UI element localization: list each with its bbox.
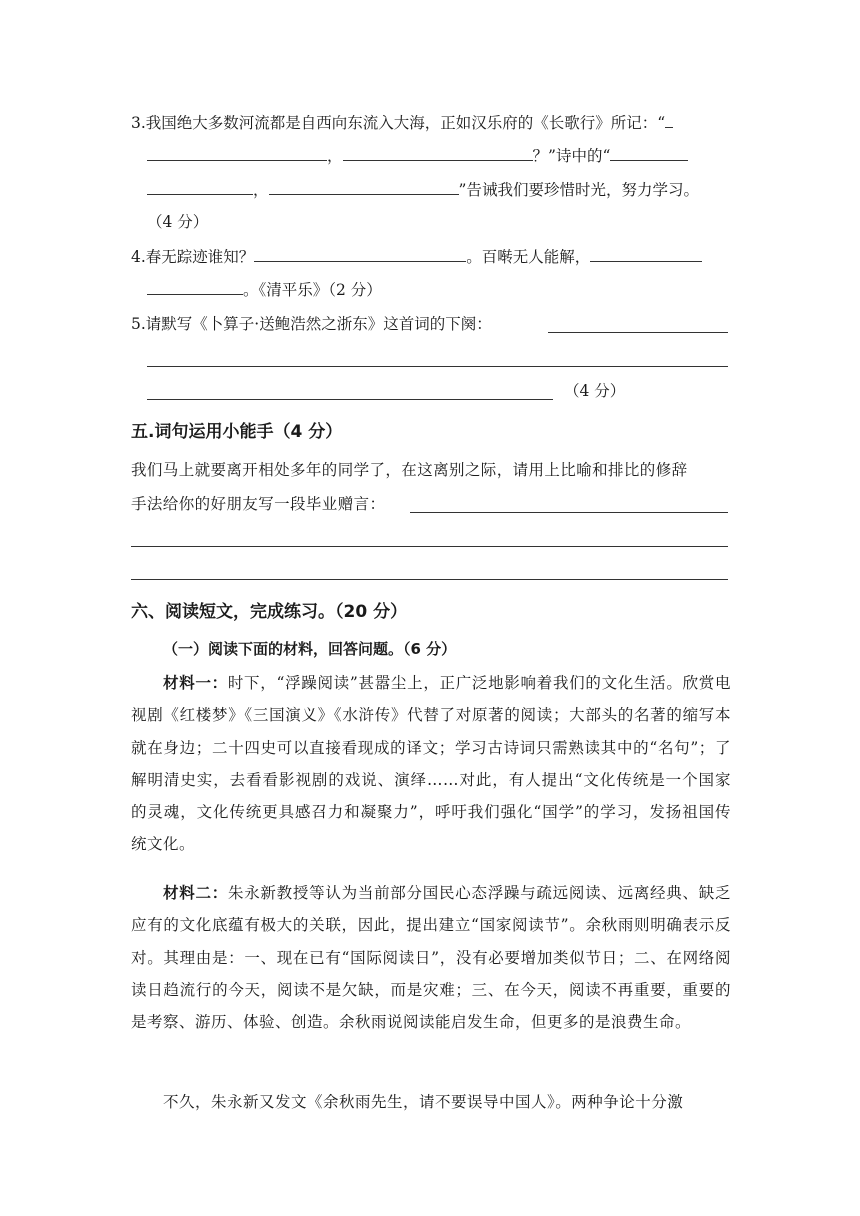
q3-blank-a[interactable] <box>665 111 673 128</box>
q3-score: （4 分） <box>147 213 209 231</box>
q5-blank-3[interactable] <box>147 399 553 400</box>
q5-blank-2[interactable] <box>147 366 728 367</box>
material2-label: 材料二： <box>163 884 228 902</box>
q3-line2 <box>147 144 688 167</box>
q3-blank-1[interactable] <box>147 144 327 161</box>
material2-paragraph <box>131 877 731 1038</box>
material1-label: 材料一： <box>163 674 228 692</box>
q3-text-1: 3.我国绝大多数河流都是自西向东流入大海，正如汉乐府的《长歌行》所记：“ <box>131 114 666 132</box>
section5-blank-3[interactable] <box>131 579 728 580</box>
section5-blank-1[interactable] <box>410 512 728 513</box>
q4-text-1: 4.春无踪迹谁知？ <box>131 248 255 266</box>
q3-blank-5[interactable] <box>269 178 459 195</box>
paragraph-3: 不久，朱永新又发文《余秋雨先生，请不要误导中国人》。两种争论十分激 <box>163 1093 684 1111</box>
q4-text-3: 。《清平乐》（2 分） <box>243 281 382 299</box>
section5-heading: 五.词句运用小能手（4 分） <box>131 422 343 442</box>
q5-blank-1[interactable] <box>548 332 728 333</box>
q3-text-3: ”告诫我们要珍惜时光，努力学习。 <box>458 181 699 199</box>
q4-blank-2[interactable] <box>590 245 702 262</box>
q5-score: （4 分） <box>564 382 626 400</box>
q4-blank-1[interactable] <box>254 245 466 262</box>
section6-sub1: （一）阅读下面的材料，回答问题。（6 分） <box>163 640 457 658</box>
q3-line3 <box>147 178 699 201</box>
q3-comma-2: ， <box>253 181 269 199</box>
q5-text-1: 5.请默写《卜算子·送鲍浩然之浙东》这首词的下阕： <box>131 315 492 333</box>
q3-text-2: ？”诗中的“ <box>532 147 611 165</box>
q5-line1 <box>131 313 492 335</box>
section5-blank-2[interactable] <box>131 546 728 547</box>
q3-line1 <box>131 111 673 134</box>
q3-blank-2[interactable] <box>343 144 533 161</box>
material2-text: 朱永新教授等认为当前部分国民心态浮躁与疏远阅读、远离经典、缺乏应有的文化底蕴有极大的关联，因此，提出建立“国家阅读节”。余秋雨则明确表示反对。其理由是：一、现在已有“国际阅读日”，没有必要增加类似节日；二、在网络阅读日趋流行的今天，阅读不是欠缺，而是灾难；三、在今天，阅读不再重要，重要的是考察、游历、体验、创造。余秋雨说阅读能启发生命，但更多的是浪费生命。 <box>131 884 731 1032</box>
q4-line1 <box>131 245 702 268</box>
material1-paragraph <box>131 667 731 861</box>
q3-comma: ， <box>327 147 343 165</box>
q4-line2 <box>147 278 382 301</box>
q4-blank-3[interactable] <box>147 278 243 295</box>
q3-blank-3[interactable] <box>610 144 688 161</box>
section6-heading: 六、阅读短文，完成练习。（20 分） <box>131 602 408 622</box>
material1-text: 时下，“浮躁阅读”甚嚣尘上，正广泛地影响着我们的文化生活。欣赏电视剧《红楼梦》《三国演义》《水浒传》代替了对原著的阅读；大部头的名著的缩写本就在身边；二十四史可以直接看现成的译文；学习古诗词只需熟读其中的“名句”；了解明清史实，去看看影视剧的戏说、演绎……对此，有人提出“文化传统是一个国家的灵魂，文化传统更具感召力和凝聚力”，呼吁我们强化“国学”的学习，发扬祖国传统文化。 <box>131 674 731 854</box>
q3-blank-4[interactable] <box>147 178 253 195</box>
q4-text-2: 。百啭无人能解， <box>466 248 591 266</box>
section5-prompt-2: 手法给你的好朋友写一段毕业赠言： <box>131 495 386 513</box>
section5-prompt-1: 我们马上就要离开相处多年的同学了，在这离别之际，请用上比喻和排比的修辞 <box>131 461 688 479</box>
